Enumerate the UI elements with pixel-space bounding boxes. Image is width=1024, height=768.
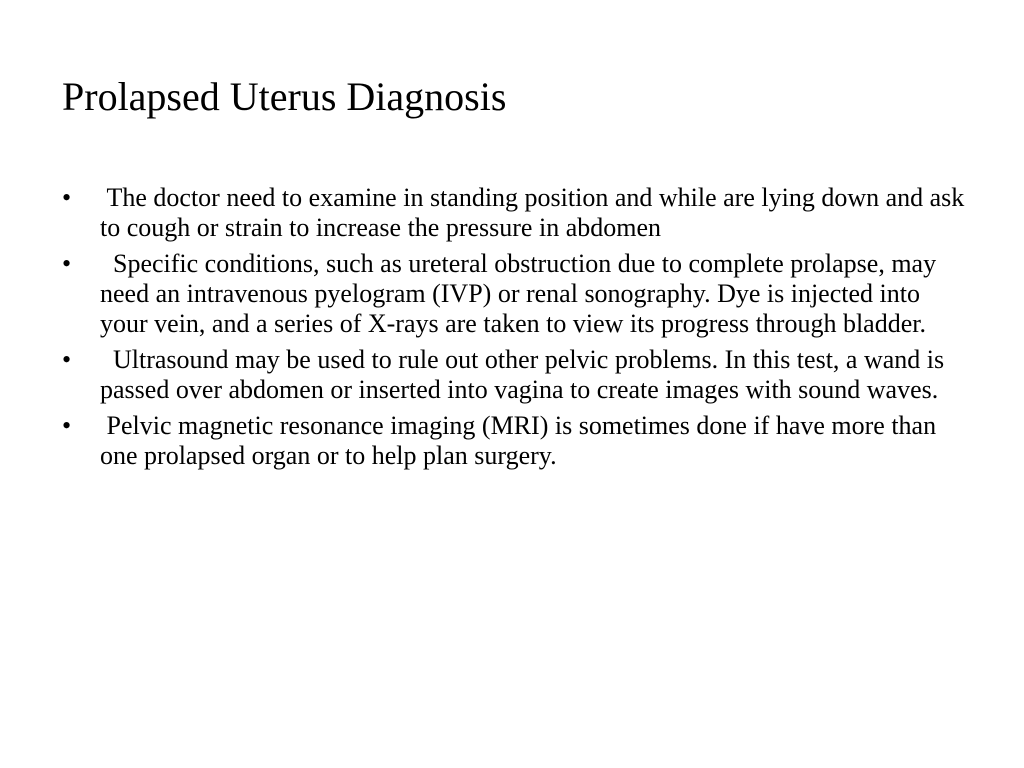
bullet-icon: •	[62, 345, 72, 374]
bullet-item	[62, 249, 972, 339]
bullet-icon: •	[62, 249, 72, 278]
bullet-item	[62, 345, 972, 405]
bullet-text: Specific conditions, such as ureteral obstruction due to complete prolapse, may need an intravenous pyelogram (IVP) or renal sonography. Dye is injected into your vein, and a series of X-rays are taken to view its progress through bladder.	[100, 249, 943, 338]
bullet-item	[62, 411, 972, 471]
bullet-text: Pelvic magnetic resonance imaging (MRI) is sometimes done if have more than one prolapsed organ or to help plan surgery.	[100, 411, 943, 470]
bullet-text: The doctor need to examine in standing position and while are lying down and ask to cough or strain to increase the pressure in abdomen	[100, 183, 971, 242]
bullet-icon: •	[62, 183, 72, 212]
bullet-icon: •	[62, 411, 72, 440]
bullet-item	[62, 183, 972, 243]
slide-title: Prolapsed Uterus Diagnosis	[62, 74, 507, 119]
bullet-list	[62, 183, 972, 477]
bullet-text: Ultrasound may be used to rule out other pelvic problems. In this test, a wand is passed over abdomen or inserted into vagina to create images with sound waves.	[100, 345, 951, 404]
